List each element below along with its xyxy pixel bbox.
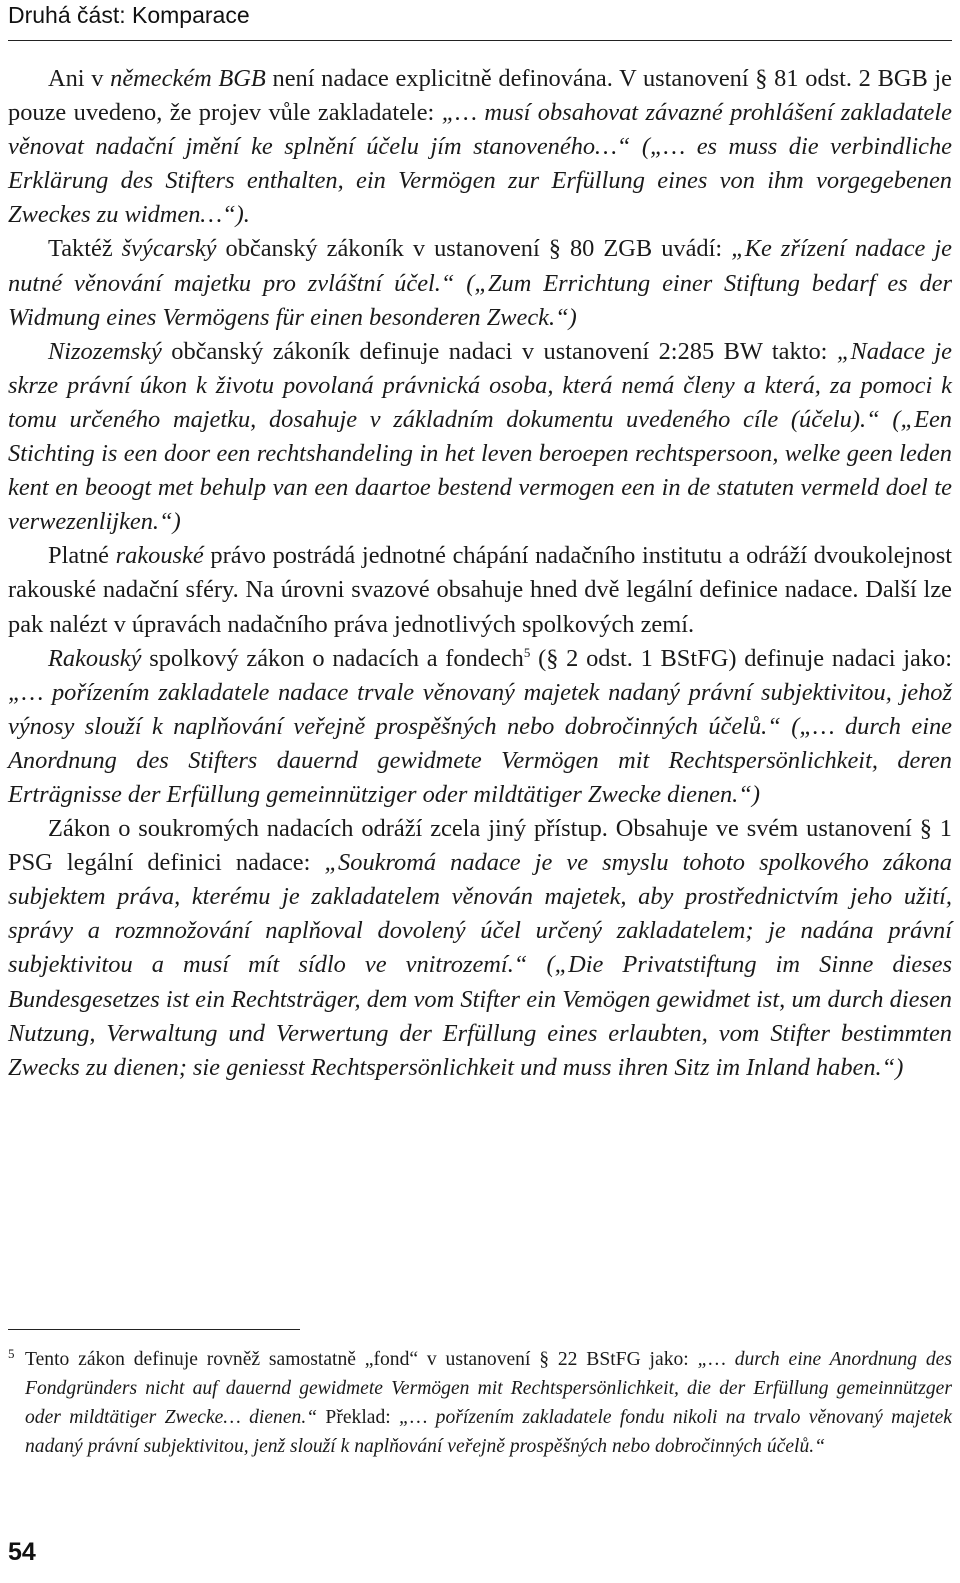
text-run-italic: „… durch eine Anordnung des Fondgründers nicht auf dauernd gewidmete Vermögen mit Rechtspersönlichkeit, die der Erfüllung gemeinnützger oder mildtätiger Zwecke… dienen.“ <box>25 1349 952 1428</box>
running-header <box>8 0 952 41</box>
text-run-italic: „… pořízením zakladatele nadace trvale věnovaný majetek nadaný právní subjektivitou, jehož výnosy slouží k naplňování veřejně prospěšných nebo dobročinných účelů.“ („… durch eine Anordnung des Stifters dauernd gewidmete Vermögen mit Rechtspersönlichkeit, deren Erträgnisse der Erfüllung gemeinnütziger oder mildtätiger Zwecke dienen.“) <box>8 678 952 808</box>
header-title: Druhá část: Komparace <box>8 2 250 28</box>
text-run: občanský zákoník definuje nadaci v ustanovení 2:285 BW takto: <box>161 337 837 365</box>
text-run-italic: „… pořízením zakladatele fondu nikoli na trvalo věnovaný majetek nadaný právní subjektivitou, jenž slouží k naplňování veřejně prospěšných nebo dobročinných účelů.“ <box>25 1406 952 1457</box>
paragraph-switzerland <box>8 232 952 334</box>
text-run: Platné <box>48 542 116 570</box>
paragraph-psg <box>8 812 952 1085</box>
text-run: (§ 2 odst. 1 BStFG) definuje nadaci jako: <box>530 644 953 672</box>
text-run: Překlad: <box>317 1406 400 1428</box>
text-run-italic: Nizozemský <box>48 337 162 365</box>
text-run: Ani v <box>48 65 111 92</box>
text-run-italic: Rakouský <box>48 644 142 672</box>
paragraph-austria <box>8 539 952 641</box>
footnote-ref[interactable]: 5 <box>523 644 531 660</box>
text-run: není nadace explicitně definována. V ustanovení § 81 odst. 2 BGB je pouze uvedeno, že projev vůle zakladatele: <box>8 65 952 127</box>
text-run-italic: švýcarský <box>121 235 217 263</box>
body-text <box>8 62 952 1085</box>
footnote-divider <box>8 1329 300 1330</box>
page-number: 54 <box>8 1538 36 1566</box>
text-run-italic: „… musí obsahovat závazné prohlášení zakladatele věnovat nadační jmění ke splnění účelu jím stanoveného…“ („… es muss die verbindliche Erklärung des Stifters enthalten, ein Vermögen zur Erfüllung eines von ihm vorgegebenen Zweckes zu widmen…“). <box>8 99 952 229</box>
text-run-italic: rakouské <box>115 542 204 570</box>
paragraph-germany <box>8 62 952 232</box>
text-run-italic: „Ke zřízení nadace je nutné věnování majetku pro zvláštní účel.“ („Zum Errichtung einer Stiftung bedarf es der Widmung eines Vermögens für einen besonderen Zweck.“) <box>8 235 952 331</box>
text-run: Taktéž <box>48 235 122 263</box>
footnote-number: 5 <box>8 1346 15 1361</box>
paragraph-bstfg <box>8 642 952 812</box>
text-run: Tento zákon definuje rovněž samostatně „fond“ v ustanovení § 22 BStFG jako: <box>25 1349 698 1370</box>
text-run: občanský zákoník v ustanovení § 80 ZGB uvádí: <box>216 235 732 263</box>
text-run-italic: německém BGB <box>110 65 266 92</box>
footnote-text <box>25 1346 952 1462</box>
paragraph-netherlands <box>8 335 952 540</box>
text-run: Zákon o soukromých nadacích odráží zcela jiný přístup. Obsahuje ve svém ustanovení § 1 PSG legální definici nadace: <box>8 815 952 877</box>
text-run: spolkový zákon o nadacích a fondech <box>141 644 524 672</box>
footnote <box>8 1346 952 1462</box>
text-run-italic: „Nadace je skrze právní úkon k životu povolaná právnická osoba, která nemá členy a která, za pomoci k tomu určeného majetku, dosahuje v základním dokumentu uvedeného cíle (účelu).“ („Een Stichting is een door een rechtshandeling in het leven beroepen rechtspersoon, welke geen leden kent en beoogt met behulp van een daartoe bestend vermogen een in de statuten vermeld doel te verwezenlijken.“) <box>8 337 952 536</box>
text-run: právo postrádá jednotné chápání nadačního institutu a odráží dvoukolejnost rakouské nadační sféry. Na úrovni svazové obsahuje hned dvě legální definice nadace. Další lze pak nalézt v úpravách nadačního práva jednotlivých spolkových zemí. <box>8 542 952 638</box>
text-run-italic: „Soukromá nadace je ve smyslu tohoto spolkového zákona subjektem práva, kterému je zakladatelem věnován majetek, aby prostřednictvím jeho užití, správy a rozmnožování naplňoval dovolený účel určený zakladatelem; je nadána právní subjektivitou a musí mít sídlo ve vnitrozemí.“ („Die Privatstiftung im Sinne dieses Bundesgesetzes ist ein Rechtsträger, dem vom Stifter ein Vemögen gewidmet ist, um durch diesen Nutzung, Verwaltung und Verwertung der Erfüllung eines erlaubten, vom Stifter bestimmten Zwecks zu dienen; sie geniesst Rechtspersönlichkeit und muss ihren Sitz im Inland haben.“) <box>8 849 952 1081</box>
